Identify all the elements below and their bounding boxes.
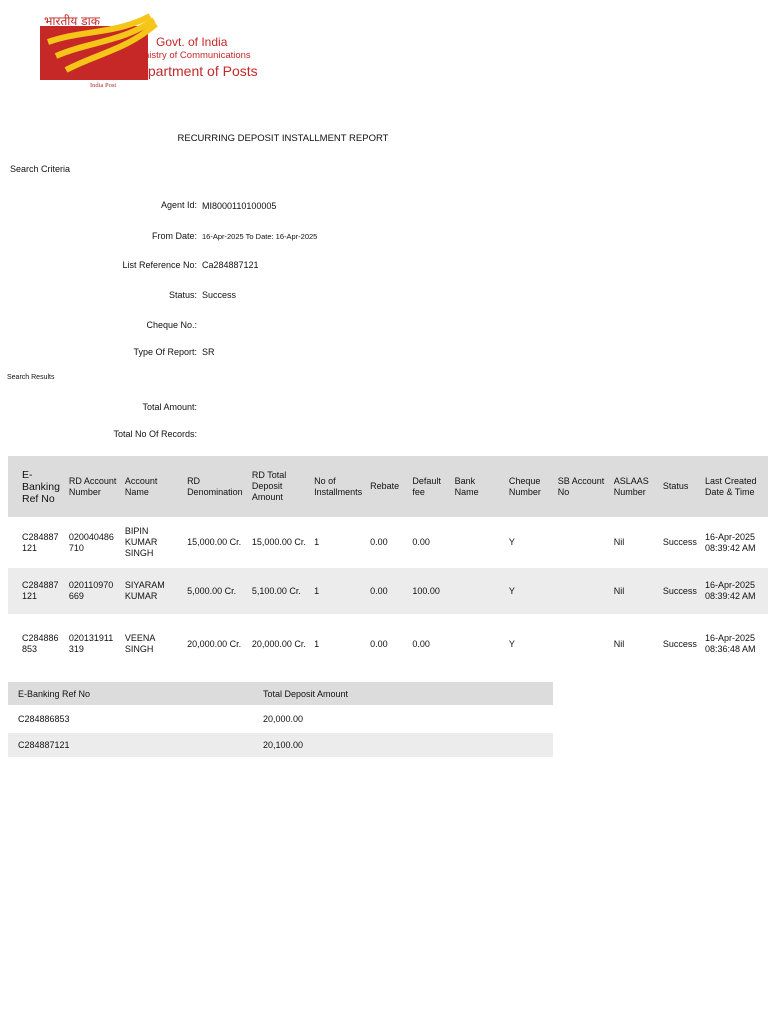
table-cell: Success [659, 568, 701, 614]
table-cell: C284887121 [8, 517, 65, 568]
table-cell: 0.00 [366, 517, 408, 568]
table-cell [554, 614, 610, 674]
report-type-value: SR [202, 347, 215, 357]
table-cell: 20,100.00 [253, 733, 553, 757]
table-row [8, 733, 553, 757]
table-cell: Y [505, 568, 554, 614]
table-cell: VEENA SINGH [121, 614, 183, 674]
column-header: No of Installments [310, 456, 366, 517]
search-results-heading: Search Results [7, 374, 55, 381]
table-cell: Y [505, 614, 554, 674]
table-cell: 100.00 [408, 568, 450, 614]
logo-department-text: Department of Posts [130, 63, 258, 79]
column-header: Default fee [408, 456, 450, 517]
table-row [8, 705, 553, 733]
agent-id-value: MI8000110100005 [202, 201, 277, 211]
table-cell: 1 [310, 568, 366, 614]
logo-govt-text: Govt. of India [156, 35, 228, 49]
table-cell: Y [505, 517, 554, 568]
table-cell: Success [659, 517, 701, 568]
table-cell: Nil [610, 517, 659, 568]
table-cell: SIYARAM KUMAR [121, 568, 183, 614]
column-header: Cheque Number [505, 456, 554, 517]
table-cell: 020110970669 [65, 568, 121, 614]
report-title: RECURRING DEPOSIT INSTALLMENT REPORT [177, 133, 389, 144]
table-cell: 20,000.00 Cr. [248, 614, 310, 674]
table-cell: 0.00 [366, 614, 408, 674]
table-cell [554, 568, 610, 614]
cheque-no-label: Cheque No.: [146, 320, 197, 330]
search-criteria-heading: Search Criteria [10, 164, 71, 174]
table-cell: 5,100.00 Cr. [248, 568, 310, 614]
status-value: Success [202, 290, 237, 300]
table-cell: 1 [310, 517, 366, 568]
logo-hindi-text: भारतीय डाक [44, 14, 100, 28]
table-cell: Nil [610, 614, 659, 674]
from-date-value: 16-Apr-2025 To Date: 16-Apr-2025 [202, 232, 318, 241]
agent-id-label: Agent Id: [160, 200, 197, 210]
column-header: Account Name [121, 456, 183, 517]
total-records-label: Total No Of Records: [113, 429, 197, 439]
table-cell [451, 614, 505, 674]
column-header: Status [659, 456, 701, 517]
column-header: Rebate [366, 456, 408, 517]
table-cell: 5,000.00 Cr. [183, 568, 248, 614]
column-header: Last Created Date & Time [701, 456, 768, 517]
table-cell: 15,000.00 Cr. [248, 517, 310, 568]
table-cell: 20,000.00 [253, 705, 553, 733]
column-header: RD Total Deposit Amount [248, 456, 310, 517]
column-header: RD Denomination [183, 456, 248, 517]
table-cell: 0.00 [408, 614, 450, 674]
table-cell: 20,000.00 Cr. [183, 614, 248, 674]
column-header: E-Banking Ref No [8, 456, 65, 517]
logo-ministry-text: Ministry of Communications [134, 50, 251, 61]
table-cell: Nil [610, 568, 659, 614]
table-cell [554, 517, 610, 568]
table-cell: C284886853 [8, 614, 65, 674]
status-label: Status: [168, 290, 197, 300]
table-cell: 1 [310, 614, 366, 674]
table-cell: 020040486710 [65, 517, 121, 568]
table-cell [451, 517, 505, 568]
column-header: E-Banking Ref No [8, 682, 253, 705]
india-post-logo [22, 12, 262, 94]
column-header: SB Account No [554, 456, 610, 517]
table-cell: C284887121 [8, 568, 65, 614]
table-cell: 020131911319 [65, 614, 121, 674]
table-cell: 16-Apr-2025 08:39:42 AM [701, 517, 768, 568]
logo-tagline: India Post [90, 82, 117, 89]
from-date-label: From Date: [151, 231, 197, 241]
results-table [8, 456, 768, 674]
results-header-row [8, 456, 768, 517]
table-cell: BIPIN KUMAR SINGH [121, 517, 183, 568]
report-type-label: Type Of Report: [133, 347, 197, 357]
table-cell: 15,000.00 Cr. [183, 517, 248, 568]
table-row [8, 614, 768, 674]
column-header: RD Account Number [65, 456, 121, 517]
table-cell: C284887121 [8, 733, 253, 757]
table-cell: 0.00 [408, 517, 450, 568]
list-ref-label: List Reference No: [122, 260, 197, 270]
table-cell: 0.00 [366, 568, 408, 614]
table-cell [451, 568, 505, 614]
column-header: ASLAAS Number [610, 456, 659, 517]
list-ref-value: Ca284887121 [202, 260, 259, 270]
table-cell: Success [659, 614, 701, 674]
summary-table [8, 682, 553, 757]
column-header: Total Deposit Amount [253, 682, 553, 705]
table-cell: 16-Apr-2025 08:36:48 AM [701, 614, 768, 674]
table-cell: C284886853 [8, 705, 253, 733]
table-row [8, 568, 768, 614]
table-cell: 16-Apr-2025 08:39:42 AM [701, 568, 768, 614]
table-row [8, 517, 768, 568]
summary-header-row [8, 682, 553, 705]
total-amount-label: Total Amount: [142, 402, 197, 412]
column-header: Bank Name [451, 456, 505, 517]
